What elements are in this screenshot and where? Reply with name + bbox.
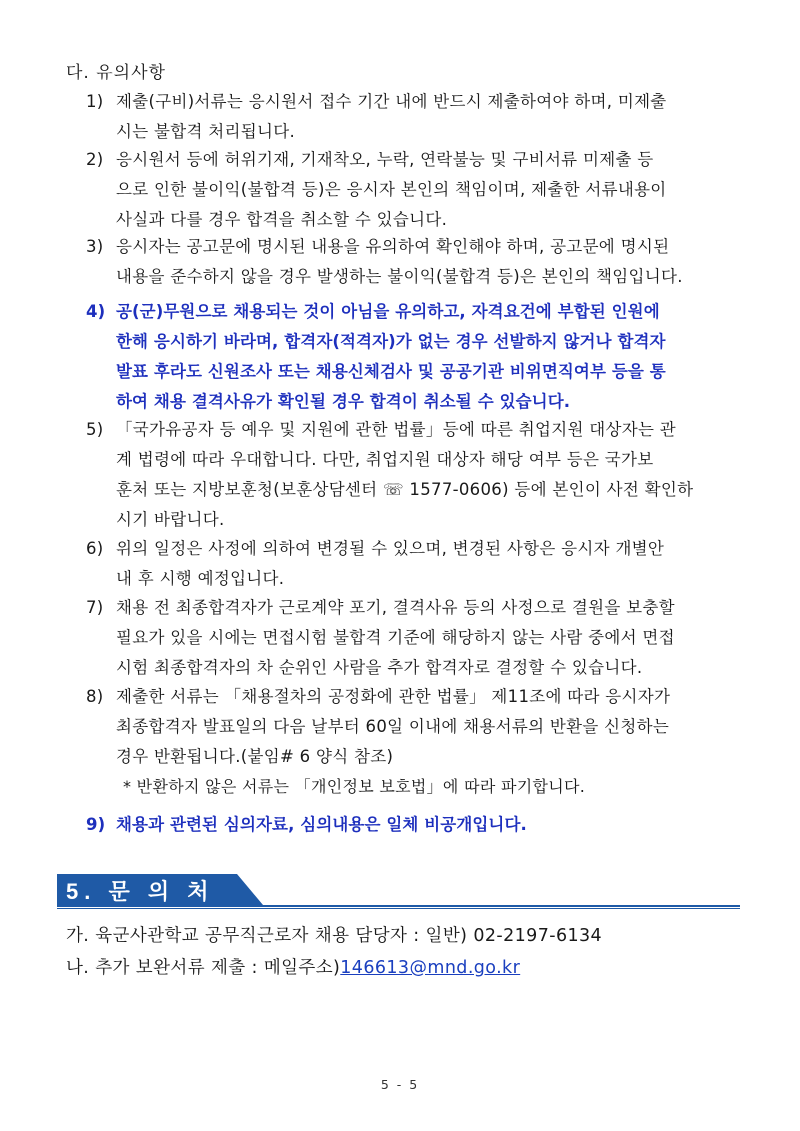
item-text: 시험 최종합격자의 차 순위인 사람을 추가 합격자로 결정할 수 있습니다. — [116, 658, 643, 677]
notice-item-7 — [86, 593, 758, 683]
notice-item-3 — [86, 232, 758, 292]
item-number: 2) — [86, 150, 104, 169]
notice-item-2 — [86, 145, 758, 235]
item-number: 4) — [86, 302, 106, 321]
item-text: 위의 일정은 사정에 의하여 변경될 수 있으며, 변경된 사항은 응시자 개별안 — [116, 539, 665, 558]
notice-item-1 — [86, 87, 758, 147]
contact-email-line — [66, 954, 520, 979]
item-text: 시기 바랍니다. — [116, 510, 225, 529]
item-text: 제출한 서류는 「채용절차의 공정화에 관한 법률」 제11조에 따라 응시자가 — [116, 687, 671, 706]
contact-phone-line: 가. 육군사관학교 공무직근로자 채용 담당자 : 일반) 02-2197-6134 — [66, 926, 603, 946]
section-5-title: 5. 문 의 처 — [66, 879, 215, 904]
item-text: 내용을 준수하지 않을 경우 발생하는 불이익(불합격 등)은 본인의 책임입니다. — [116, 267, 683, 286]
contact-email-prefix: 나. 추가 보완서류 제출 : 메일주소) — [66, 958, 341, 978]
item-text: 응시자는 공고문에 명시된 내용을 유의하여 확인해야 하며, 공고문에 명시된 — [116, 237, 670, 256]
notice-item-6 — [86, 534, 758, 594]
item-text: 「국가유공자 등 예우 및 지원에 관한 법률」등에 따른 취업지원 대상자는 관 — [116, 420, 676, 439]
item-text: 내 후 시행 예정입니다. — [116, 569, 285, 588]
item-text: 필요가 있을 시에는 면접시험 불합격 기준에 해당하지 않는 사람 중에서 면접 — [116, 628, 675, 647]
item-text: 훈처 또는 지방보훈청(보훈상담센터 ☏ 1577-0606) 등에 본인이 사전 확인하 — [116, 480, 694, 499]
item-text: 최종합격자 발표일의 다음 날부터 60일 이내에 채용서류의 반환을 신청하는 — [116, 717, 670, 736]
item-text: 채용 전 최종합격자가 근로계약 포기, 결격사유 등의 사정으로 결원을 보충할 — [116, 598, 675, 617]
notice-item-8 — [86, 682, 758, 802]
page-number: 5 - 5 — [380, 1077, 420, 1092]
item-number: 6) — [86, 539, 104, 558]
item-text: 제출(구비)서류는 응시원서 접수 기간 내에 반드시 제출하여야 하며, 미제출 — [116, 92, 667, 111]
item-number: 5) — [86, 420, 104, 439]
item-text: 경우 반환됩니다.(붙임# 6 양식 참조) — [116, 747, 394, 766]
item-text: 으로 인한 불이익(불합격 등)은 응시자 본인의 책임이며, 제출한 서류내용이 — [116, 180, 667, 199]
email-link[interactable]: 146613@mnd.go.kr — [340, 958, 521, 978]
item-text: 계 법령에 따라 우대합니다. 다만, 취업지원 대상자 해당 여부 등은 국가보 — [116, 450, 654, 469]
notice-item-4-highlighted — [86, 297, 758, 417]
item-text: 한해 응시하기 바라며, 합격자(적격자)가 없는 경우 선발하지 않거나 합격자 — [116, 332, 666, 351]
item-text: 시는 불합격 처리됩니다. — [116, 122, 296, 141]
item-number: 9) — [86, 815, 106, 834]
item-text: 채용과 관련된 심의자료, 심의내용은 일체 비공개입니다. — [116, 815, 527, 834]
item-number: 8) — [86, 687, 104, 706]
notice-item-5 — [86, 415, 758, 535]
item-text: 하여 채용 결격사유가 확인될 경우 합격이 취소될 수 있습니다. — [116, 392, 571, 411]
item-text: 응시원서 등에 허위기재, 기재착오, 누락, 연락불능 및 구비서류 미제출 등 — [116, 150, 654, 169]
item-text: 공(군)무원으로 채용되는 것이 아님을 유의하고, 자격요건에 부합된 인원에 — [116, 302, 660, 321]
item-text: 발표 후라도 신원조사 또는 채용신체검사 및 공공기관 비위면직여부 등을 통 — [116, 362, 666, 381]
item-note: * 반환하지 않은 서류는 「개인정보 보호법」에 따라 파기합니다. — [123, 777, 586, 796]
item-number: 7) — [86, 598, 104, 617]
item-number: 1) — [86, 92, 104, 111]
item-text: 사실과 다를 경우 합격을 취소할 수 있습니다. — [116, 210, 448, 229]
notice-item-9-highlighted — [86, 810, 758, 840]
section-heading: 다. 유의사항 — [66, 63, 166, 83]
item-number: 3) — [86, 237, 104, 256]
section-5-heading-tab — [57, 872, 740, 912]
